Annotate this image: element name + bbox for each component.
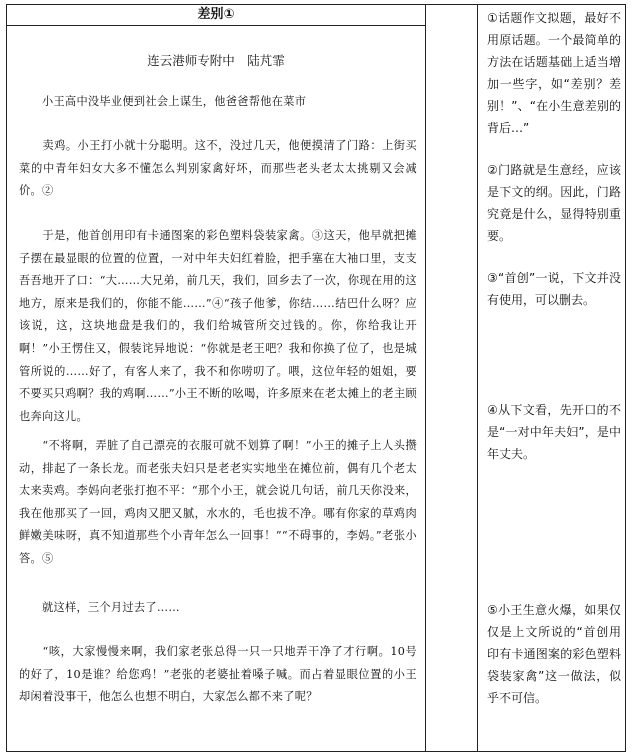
essay-paragraph: “不将啊，弄脏了自己漂亮的衣服可就不划算了啊！”小王的摊子上人头攒动，排起了一条长龙。而老张夫妇只是老老实实地坐在摊位前，偶有几个老太太来卖鸡。李妈向老张打抱不平：“那个小王，就会说几句话，前几天你没来，我在他那买了一回，鸡肉又肥又腻，水水的，毛也拔不净。哪有你家的草鸡肉鲜嫩美味呀，真不知道那些个小青年怎么一回事！”“不碍事的，李妈。”老张小答。⑤ — [19, 439, 417, 565]
title-divider — [7, 25, 425, 26]
essay-paragraph: 于是，他首创用印有卡通图案的彩色塑料袋装家禽。③这天，他早就把摊子摆在最显眼的位置的位置，一对中年夫妇红着脸，把手塞在大袖口里，支支吾吾地开了口：“大……大兄弟，前几天，我们，回乡去了一次，你现在用的这地方，原来是我们的，你能不能……”④“孩子他爹，你结……结巴什么呀？应该说，这，这块地盘是我们的，我们给城管所交过钱的。你，你给我让开啊！”小王愣住又，假装诧异地说：“你就是老王吧？我和你换了位了，也是城管所说的……好了，有客人来了，我不和你唠叨了。喂，这位年轻的姐姐，要不要买只鸡啊？我的鸡啊……”小王不断的吆喝，许多原来在老太摊上的老主顾也奔向这儿。 — [19, 229, 417, 423]
column-divider — [425, 5, 426, 751]
essay-paragraph: 小王高中没毕业便到社会上谋生，他爸爸帮他在菜市 — [19, 95, 307, 108]
essay-paragraph: 就这样，三个月过去了…… — [19, 601, 180, 614]
essay-comment-table — [6, 4, 626, 752]
essay-paragraph: 卖鸡。小王打小就十分聪明。这不，没过几天，他便摸清了门路：上街买菜的中青年妇女大多不懂怎么判别家禽好坏，而那些老头老太太挑剔又会减价。② — [19, 139, 417, 198]
comment-note: ④从下文看，先开口的不是“一对中年夫妇”，是中年丈夫。 — [487, 403, 621, 461]
author-line: 连云港师专附中 陆芃霏 — [147, 53, 285, 68]
comment-note: ③“首创”一说，下文并没有使用，可以删去。 — [487, 271, 621, 307]
essay-title: 差别① — [197, 7, 235, 22]
comment-note: ②门路就是生意经，应该是下文的纲。因此，门路究竟是什么，显得特别重要。 — [487, 163, 621, 243]
comment-note: ①话题作文拟题，最好不用原话题。一个最简单的方法在话题基础上适当增加一些字，如“差别？差别！”、“在小生意差别的背后…” — [487, 11, 621, 135]
essay-paragraph: “咳，大家慢慢来啊，我们家老张总得一只一只地弄干净了才行啊。10号的好了，10是谁？给您鸡！”老张的老婆扯着嗓子喊。而占着显眼位置的小王却闲着没事干，他怎么也想不明白，大家怎么都不来了呢？ — [19, 645, 417, 704]
column-divider — [477, 5, 478, 751]
comment-note: ⑤小王生意火爆，如果仅仅是上文所说的“首创用印有卡通图案的彩色塑料袋装家禽”这一做法，似乎不可信。 — [487, 603, 621, 705]
